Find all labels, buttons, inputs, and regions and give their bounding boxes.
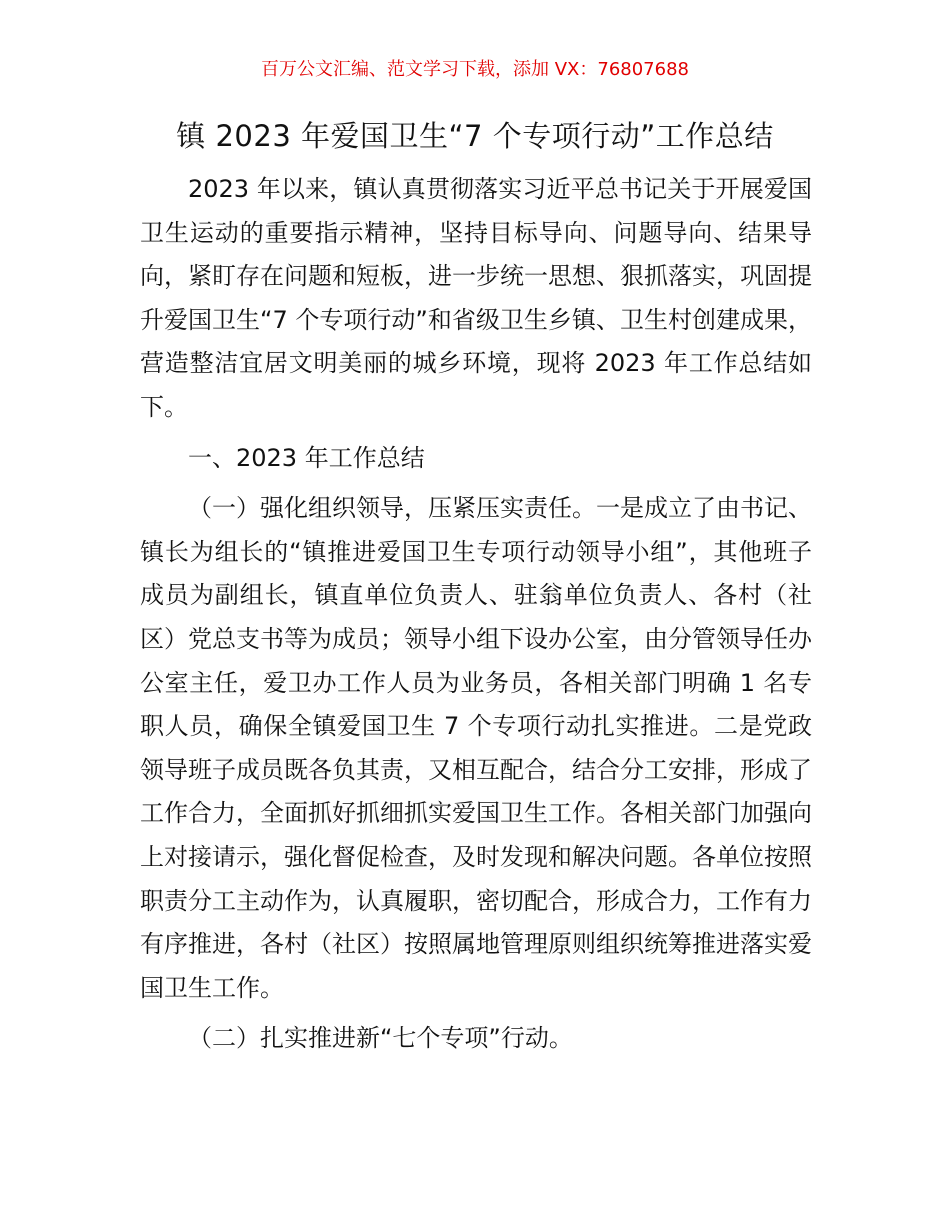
subsection-heading: （二）扎实推进新“七个专项”行动。 <box>188 1024 573 1053</box>
section-paragraph: （一）强化组织领导，压紧压实责任。一是成立了由书记、镇长为组长的“镇推进爱国卫生专项行动领导小组”，其他班子成员为副组长，镇直单位负责人、驻翁单位负责人、各村（社区）党总支书等为成员；领导小组下设办公室，由分管领导任办公室主任，爱卫办工作人员为业务员，各相关部门明确 1 名专职人员，确保全镇爱国卫生 7 个专项行动扎实推进。二是党政领导班子成员既各负其责，又相互配合，结合分工安排，形成了工作合力，全面抓好抓细抓实爱国卫生工作。各相关部门加强向上对接请示，强化督促检查，及时发现和解决问题。各单位按照职责分工主动作为，认真履职，密切配合，形成合力，工作有力有序推进，各村（社区）按照属地管理原则组织统筹推进落实爱国卫生工作。 <box>140 494 812 1002</box>
promo-banner: 百万公文汇编、范文学习下载，添加 VX：76807688 <box>261 59 689 80</box>
section-heading: 一、2023 年工作总结 <box>188 443 425 472</box>
document-body <box>140 168 812 1061</box>
document-title: 镇 2023 年爱国卫生“7 个专项行动”工作总结 <box>176 119 774 153</box>
intro-paragraph: 2023 年以来，镇认真贯彻落实习近平总书记关于开展爱国卫生运动的重要指示精神，坚持目标导向、问题导向、结果导向，紧盯存在问题和短板，进一步统一思想、狠抓落实，巩固提升爱国卫生“7 个专项行动”和省级卫生乡镇、卫生村创建成果，营造整洁宜居文明美丽的城乡环境，现将 2023 年工作总结如下。 <box>140 175 812 421</box>
